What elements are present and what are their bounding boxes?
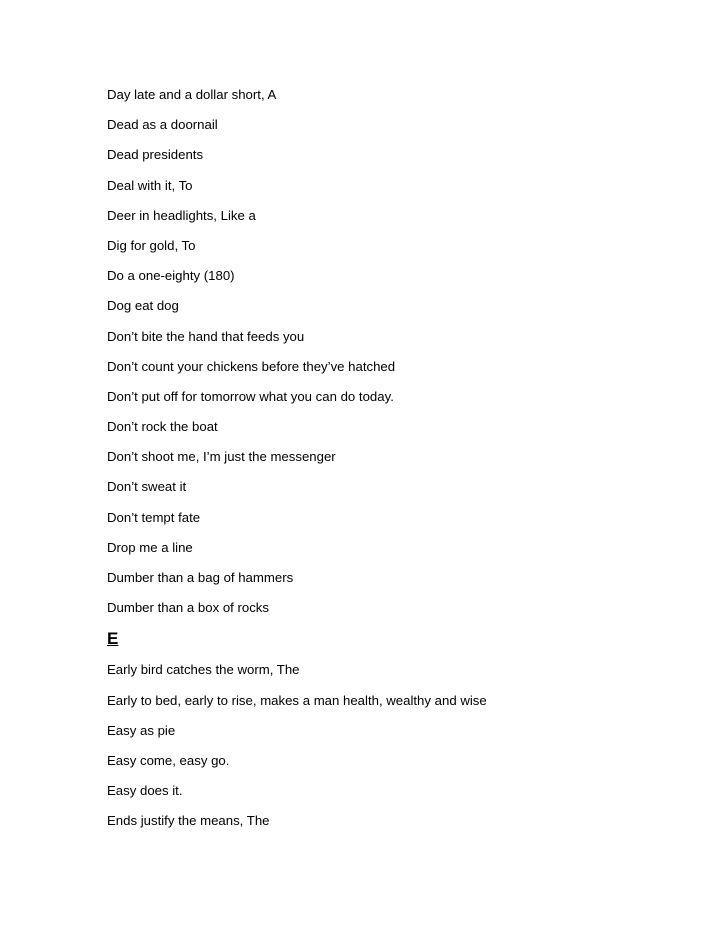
list-item: Don’t shoot me, I’m just the messenger <box>107 449 336 465</box>
list-item: Dumber than a box of rocks <box>107 600 269 616</box>
list-item: Don’t count your chickens before they’ve hatched <box>107 358 396 374</box>
list-item: Dig for gold, To <box>107 237 196 253</box>
list-item: Dumber than a bag of hammers <box>107 570 294 585</box>
list-item: Early to bed, early to rise, makes a man health, wealthy and wise <box>107 692 487 708</box>
list-item: Don’t tempt fate <box>107 509 201 525</box>
list-item: Don’t bite the hand that feeds you <box>107 328 305 344</box>
list-item: Dog eat dog <box>107 298 179 314</box>
list-item: Day late and a dollar short, A <box>107 87 277 102</box>
list-item: Don’t put off for tomorrow what you can do today. <box>107 388 394 404</box>
list-item: Easy does it. <box>107 783 183 799</box>
list-item: Dead presidents <box>107 147 204 163</box>
section-heading-e: E <box>107 629 119 649</box>
idiom-list <box>107 86 487 843</box>
list-item: Dead as a doornail <box>107 117 218 133</box>
list-item: Deer in headlights, Like a <box>107 207 256 223</box>
list-item: Early bird catches the worm, The <box>107 662 300 678</box>
list-item: Ends justify the means, The <box>107 813 270 829</box>
list-item: Easy come, easy go. <box>107 752 230 768</box>
list-item: Drop me a line <box>107 539 193 555</box>
list-item: Easy as pie <box>107 722 176 738</box>
list-item: Deal with it, To <box>107 177 193 193</box>
list-item: Don’t sweat it <box>107 479 187 495</box>
list-item: Don’t rock the boat <box>107 419 218 435</box>
list-item: Do a one-eighty (180) <box>107 268 235 284</box>
